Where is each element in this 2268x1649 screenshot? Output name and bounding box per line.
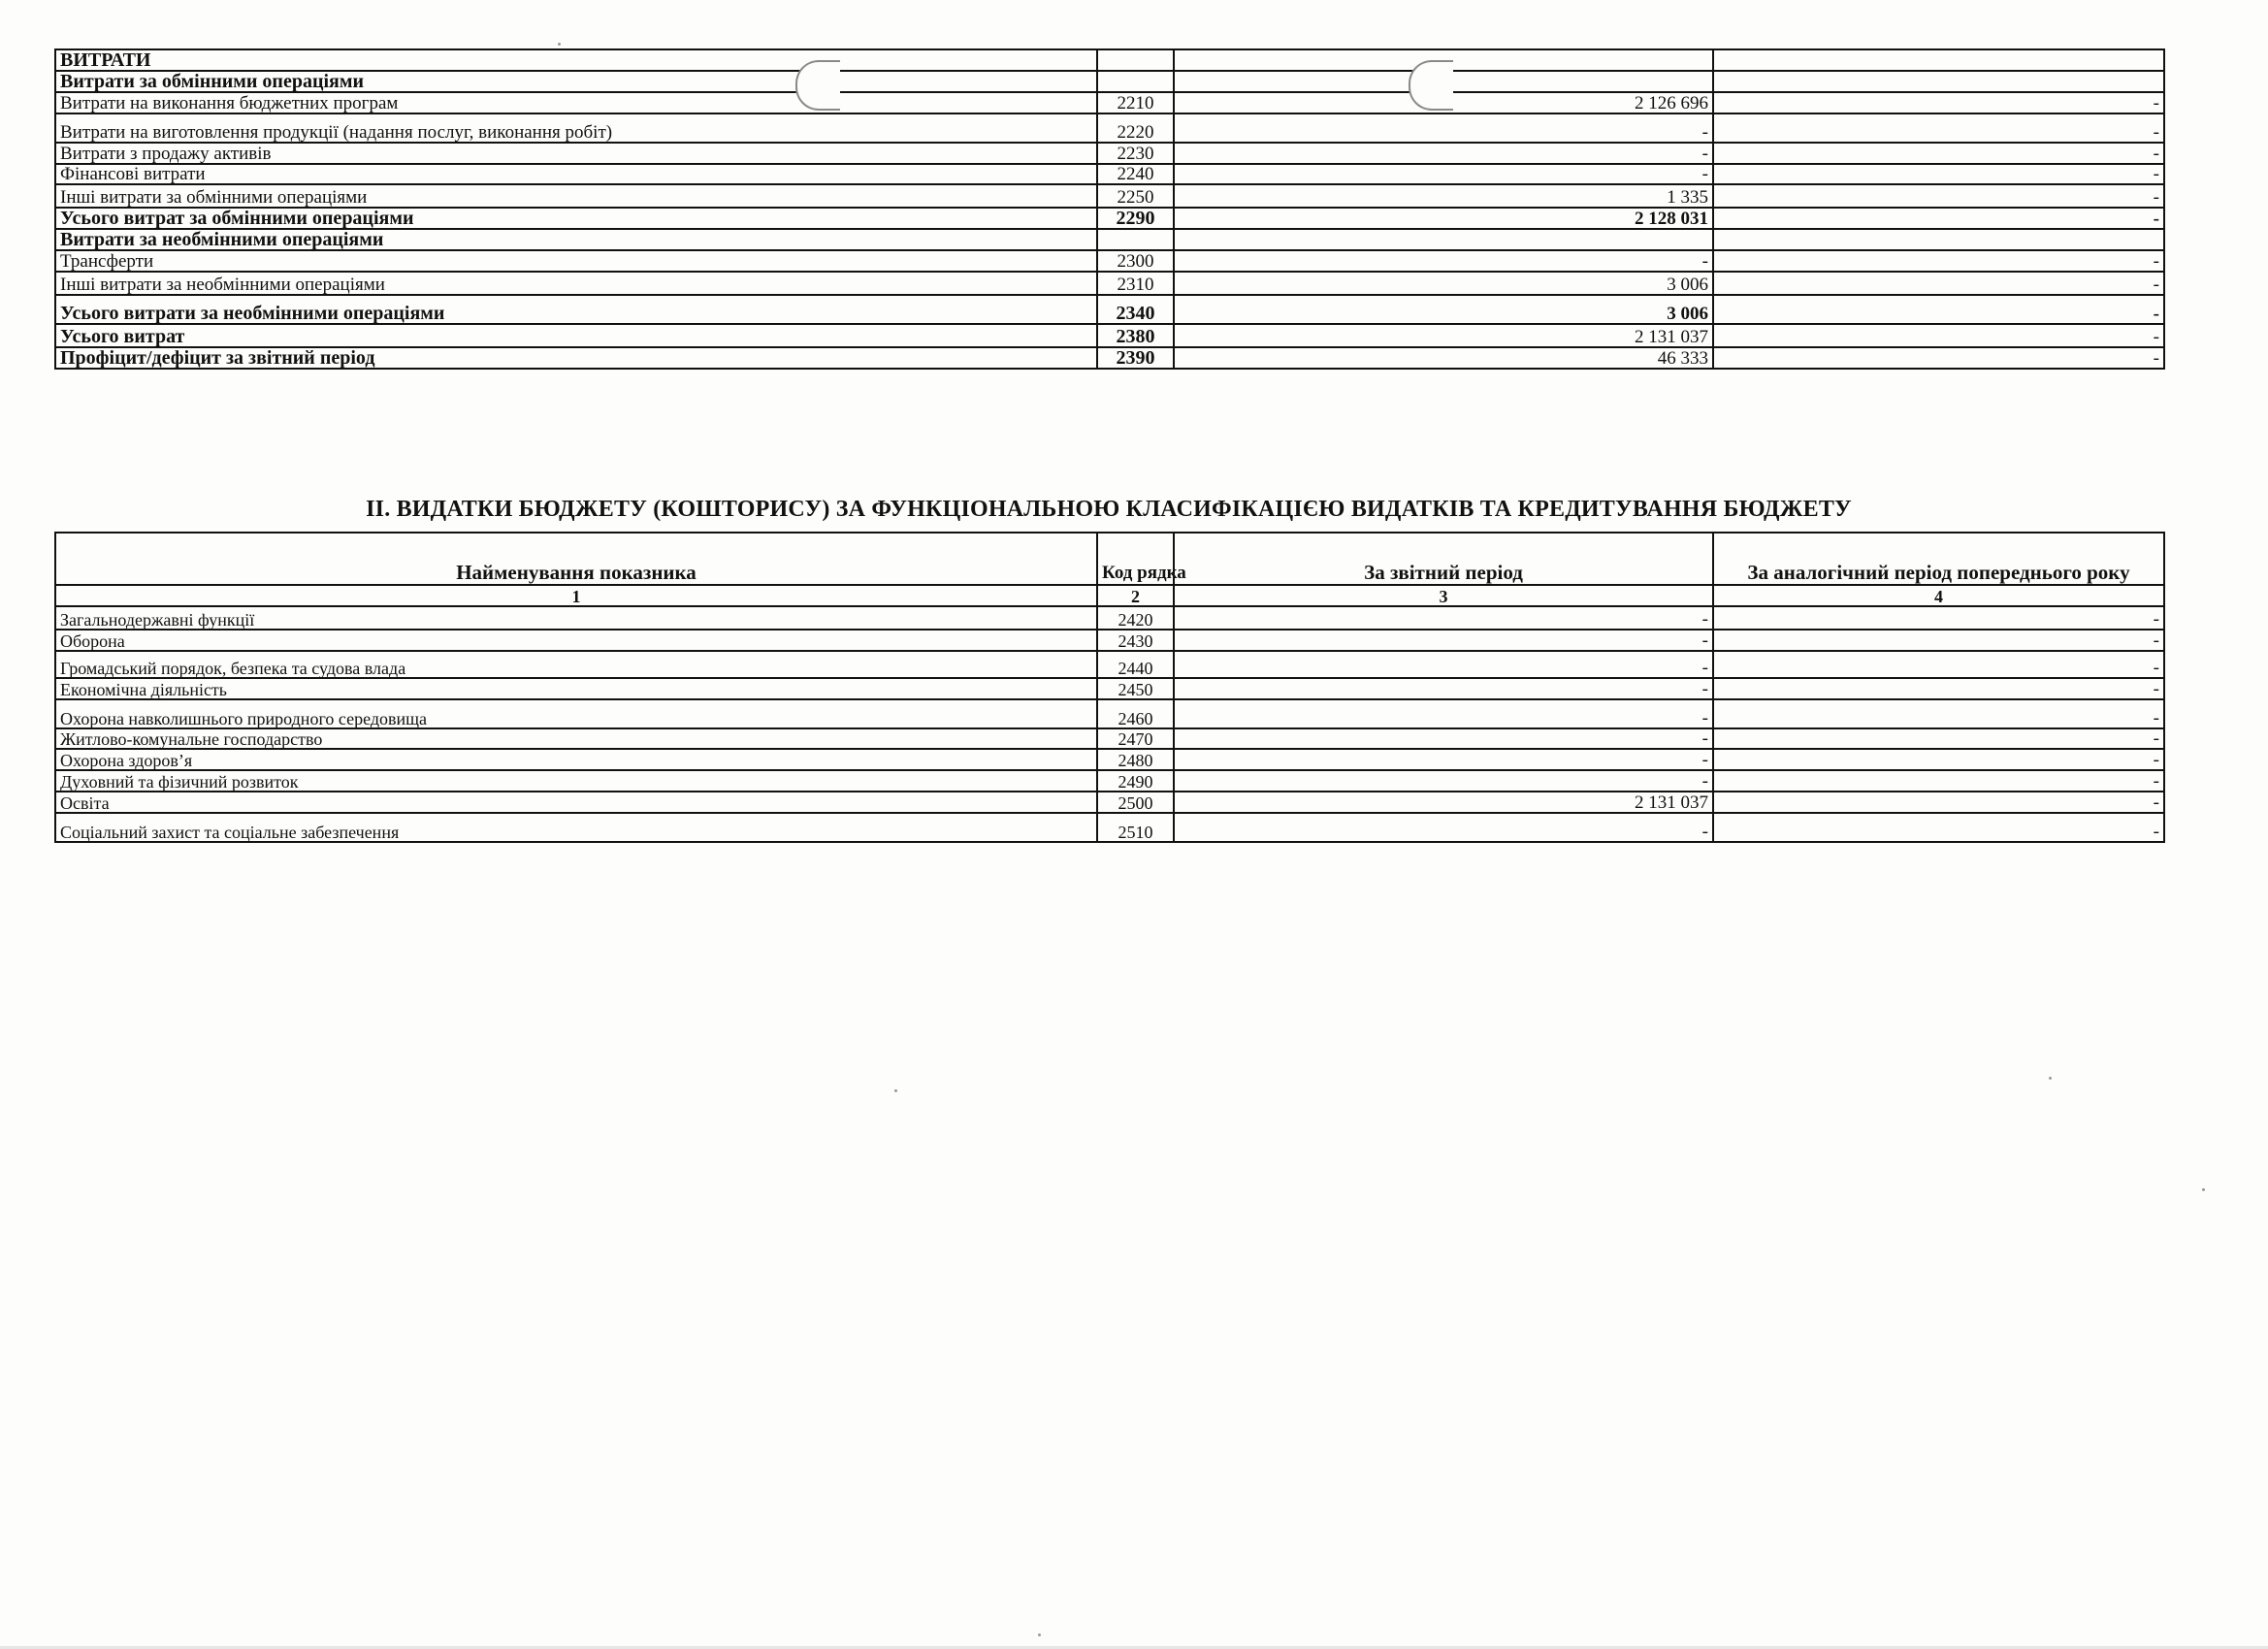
- current-period-value: -: [1174, 630, 1713, 651]
- row-code: 2450: [1097, 678, 1174, 699]
- function-row: [55, 813, 2164, 842]
- row-label: ВИТРАТИ: [55, 49, 1097, 71]
- row-label: Фінансові витрати: [55, 164, 1097, 184]
- current-period-value: -: [1174, 728, 1713, 749]
- functional-expenditures-body: [55, 606, 2164, 842]
- function-row: [55, 630, 2164, 651]
- current-period-value: -: [1174, 651, 1713, 678]
- previous-period-value: -: [1713, 92, 2164, 113]
- previous-period-value: [1713, 71, 2164, 92]
- expense-row: [55, 208, 2164, 229]
- scan-speck: [2049, 1077, 2052, 1080]
- current-period-value: 2 131 037: [1174, 324, 1713, 347]
- current-period-value: -: [1174, 770, 1713, 792]
- row-label: Інші витрати за обмінними операціями: [55, 184, 1097, 208]
- row-code: 2240: [1097, 164, 1174, 184]
- row-label: Духовний та фізичний розвиток: [55, 770, 1097, 792]
- expense-row: [55, 250, 2164, 272]
- previous-period-value: -: [1713, 164, 2164, 184]
- expense-row: [55, 324, 2164, 347]
- expense-row: [55, 229, 2164, 250]
- scan-speck: [2202, 1188, 2205, 1191]
- row-label: Витрати з продажу активів: [55, 143, 1097, 164]
- row-code: 2500: [1097, 792, 1174, 813]
- row-code: 2380: [1097, 324, 1174, 347]
- row-label: Оборона: [55, 630, 1097, 651]
- header-name: Найменування показника: [55, 533, 1097, 585]
- row-label: Усього витрат: [55, 324, 1097, 347]
- current-period-value: -: [1174, 113, 1713, 143]
- expense-row: [55, 113, 2164, 143]
- current-period-value: 2 128 031: [1174, 208, 1713, 229]
- row-label: Усього витрат за обмінними операціями: [55, 208, 1097, 229]
- previous-period-value: -: [1713, 272, 2164, 295]
- expense-row: [55, 143, 2164, 164]
- current-period-value: -: [1174, 164, 1713, 184]
- current-period-value: 3 006: [1174, 295, 1713, 324]
- column-number-3: 3: [1174, 585, 1713, 606]
- previous-period-value: -: [1713, 606, 2164, 630]
- row-code: 2440: [1097, 651, 1174, 678]
- function-row: [55, 678, 2164, 699]
- row-label: Освіта: [55, 792, 1097, 813]
- row-code: 2420: [1097, 606, 1174, 630]
- current-period-value: 46 333: [1174, 347, 1713, 369]
- expense-row: [55, 272, 2164, 295]
- previous-period-value: [1713, 49, 2164, 71]
- punch-hole-left: [795, 60, 840, 111]
- row-label: Економічна діяльність: [55, 678, 1097, 699]
- current-period-value: 2 131 037: [1174, 792, 1713, 813]
- row-code: [1097, 49, 1174, 71]
- current-period-value: -: [1174, 678, 1713, 699]
- row-label: Інші витрати за необмінними операціями: [55, 272, 1097, 295]
- column-number-4: 4: [1713, 585, 2164, 606]
- previous-period-value: -: [1713, 250, 2164, 272]
- expense-row: [55, 295, 2164, 324]
- row-code: 2460: [1097, 699, 1174, 728]
- row-label: Загальнодержавні функції: [55, 606, 1097, 630]
- previous-period-value: -: [1713, 113, 2164, 143]
- row-code: 2340: [1097, 295, 1174, 324]
- row-code: 2430: [1097, 630, 1174, 651]
- previous-period-value: -: [1713, 184, 2164, 208]
- column-number-2: 2: [1097, 585, 1174, 606]
- function-row: [55, 770, 2164, 792]
- function-row: [55, 651, 2164, 678]
- column-number-1: 1: [55, 585, 1097, 606]
- row-code: 2470: [1097, 728, 1174, 749]
- scan-speck: [894, 1089, 897, 1092]
- punch-hole-right: [1409, 60, 1453, 111]
- column-number-row: [55, 585, 2164, 606]
- row-label: Витрати за необмінними операціями: [55, 229, 1097, 250]
- previous-period-value: -: [1713, 324, 2164, 347]
- row-code: 2300: [1097, 250, 1174, 272]
- current-period-value: -: [1174, 813, 1713, 842]
- expense-row: [55, 184, 2164, 208]
- function-row: [55, 728, 2164, 749]
- current-period-value: -: [1174, 606, 1713, 630]
- previous-period-value: -: [1713, 208, 2164, 229]
- current-period-value: 2 126 696: [1174, 92, 1713, 113]
- expense-row: [55, 164, 2164, 184]
- section-title: ІІ. ВИДАТКИ БЮДЖЕТУ (КОШТОРИСУ) ЗА ФУНКЦІОНАЛЬНОЮ КЛАСИФІКАЦІЄЮ ВИДАТКІВ ТА КРЕДИТУВАННЯ БЮДЖЕТУ: [366, 497, 1852, 522]
- row-code: 2390: [1097, 347, 1174, 369]
- current-period-value: -: [1174, 250, 1713, 272]
- current-period-value: -: [1174, 143, 1713, 164]
- scan-speck: [1038, 1633, 1041, 1636]
- header-row: [55, 533, 2164, 585]
- current-period-value: 1 335: [1174, 184, 1713, 208]
- previous-period-value: -: [1713, 770, 2164, 792]
- previous-period-value: -: [1713, 143, 2164, 164]
- current-period-value: 3 006: [1174, 272, 1713, 295]
- previous-period-value: -: [1713, 792, 2164, 813]
- row-code: 2490: [1097, 770, 1174, 792]
- scan-speck: [558, 43, 561, 46]
- row-code: [1097, 229, 1174, 250]
- row-label: Соціальний захист та соціальне забезпечення: [55, 813, 1097, 842]
- previous-period-value: -: [1713, 678, 2164, 699]
- row-code: 2220: [1097, 113, 1174, 143]
- function-row: [55, 792, 2164, 813]
- previous-period-value: -: [1713, 651, 2164, 678]
- row-code: [1097, 71, 1174, 92]
- previous-period-value: -: [1713, 630, 2164, 651]
- row-label: Витрати на виготовлення продукції (надання послуг, виконання робіт): [55, 113, 1097, 143]
- expense-row: [55, 71, 2164, 92]
- expense-row: [55, 347, 2164, 369]
- row-label: Трансферти: [55, 250, 1097, 272]
- previous-period-value: -: [1713, 699, 2164, 728]
- expenses-table-body: [55, 49, 2164, 369]
- row-code: 2210: [1097, 92, 1174, 113]
- row-code: 2250: [1097, 184, 1174, 208]
- function-row: [55, 749, 2164, 770]
- row-label: Профіцит/дефіцит за звітний період: [55, 347, 1097, 369]
- expense-row: [55, 92, 2164, 113]
- previous-period-value: [1713, 229, 2164, 250]
- previous-period-value: -: [1713, 728, 2164, 749]
- row-code: 2290: [1097, 208, 1174, 229]
- functional-expenditures-table: [54, 532, 2165, 843]
- previous-period-value: -: [1713, 347, 2164, 369]
- row-label: Витрати на виконання бюджетних програм: [55, 92, 1097, 113]
- row-label: Охорона здоров’я: [55, 749, 1097, 770]
- header-previous: За аналогічний період попереднього року: [1713, 533, 2164, 585]
- row-label: Витрати за обмінними операціями: [55, 71, 1097, 92]
- row-label: Житлово-комунальне господарство: [55, 728, 1097, 749]
- row-label: Громадський порядок, безпека та судова влада: [55, 651, 1097, 678]
- row-label: Усього витрати за необмінними операціями: [55, 295, 1097, 324]
- expense-row: [55, 49, 2164, 71]
- row-label: Охорона навколишнього природного середовища: [55, 699, 1097, 728]
- function-row: [55, 699, 2164, 728]
- expenses-table: [54, 48, 2165, 370]
- previous-period-value: -: [1713, 295, 2164, 324]
- previous-period-value: -: [1713, 813, 2164, 842]
- previous-period-value: -: [1713, 749, 2164, 770]
- current-period-value: -: [1174, 749, 1713, 770]
- current-period-value: -: [1174, 699, 1713, 728]
- row-code: 2510: [1097, 813, 1174, 842]
- row-code: 2310: [1097, 272, 1174, 295]
- function-row: [55, 606, 2164, 630]
- header-current: За звітний період: [1174, 533, 1713, 585]
- current-period-value: [1174, 229, 1713, 250]
- row-code: 2230: [1097, 143, 1174, 164]
- row-code: 2480: [1097, 749, 1174, 770]
- header-code: Код рядка: [1097, 533, 1174, 585]
